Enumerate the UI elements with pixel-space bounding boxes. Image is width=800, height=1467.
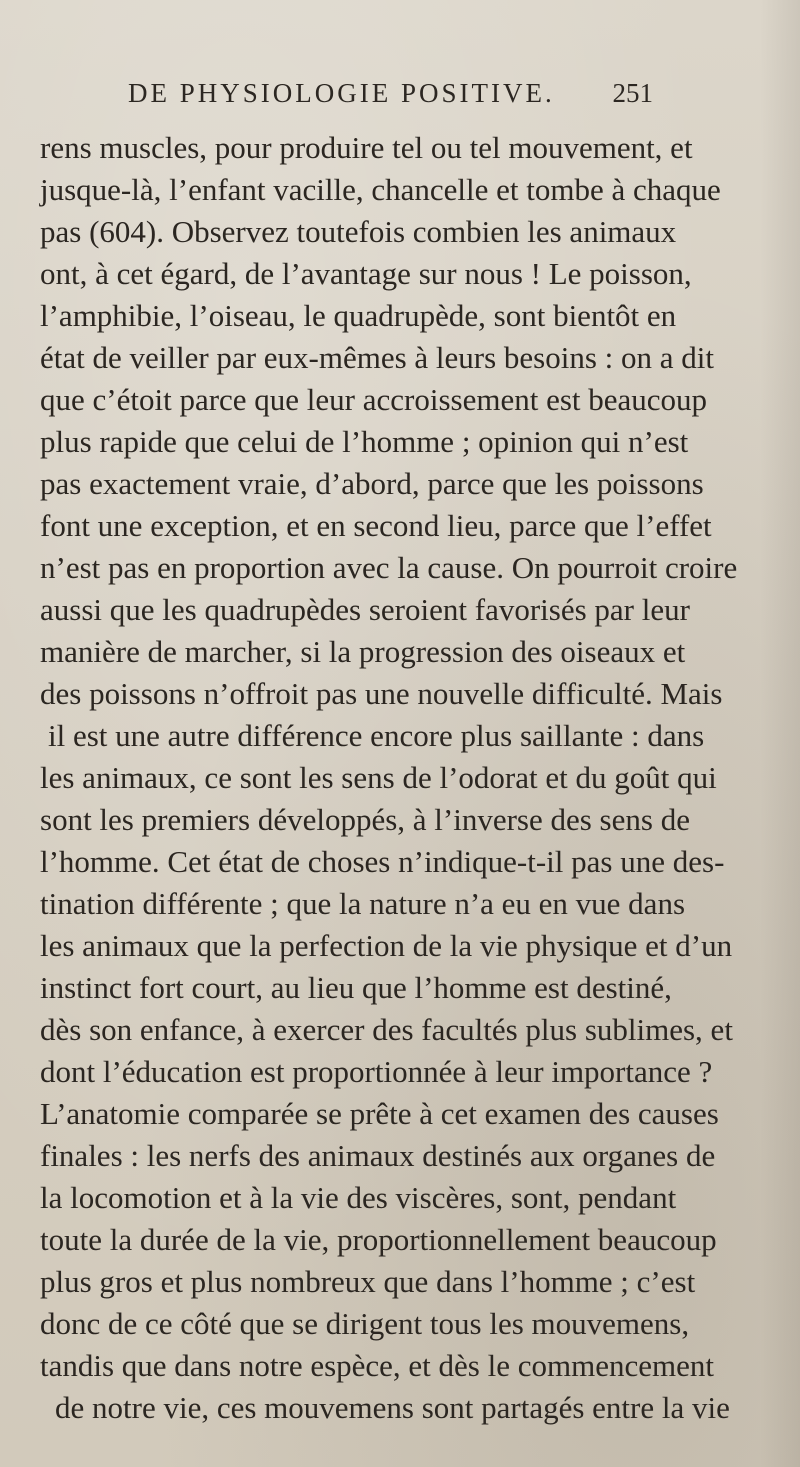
text-line: les animaux, ce sont les sens de l’odorat et du goût qui xyxy=(40,760,717,795)
page-header xyxy=(128,78,653,118)
text-line: n’est pas en proportion avec la cause. On pourroit croire xyxy=(40,550,738,585)
text-line: donc de ce côté que se dirigent tous les mouvemens, xyxy=(40,1306,690,1341)
text-line: de notre vie, ces mouvemens sont partagés entre la vie xyxy=(55,1390,730,1425)
running-title: DE PHYSIOLOGIE POSITIVE. xyxy=(128,78,555,108)
text-line: il est une autre différence encore plus saillante : dans xyxy=(48,718,705,753)
page-edge-shadow xyxy=(760,0,800,1467)
text-line: aussi que les quadrupèdes seroient favorisés par leur xyxy=(40,592,690,627)
text-line: toute la durée de la vie, proportionnellement beaucoup xyxy=(40,1222,717,1257)
text-line: l’amphibie, l’oiseau, le quadrupède, sont bientôt en xyxy=(40,298,677,333)
text-line: plus gros et plus nombreux que dans l’homme ; c’est xyxy=(40,1264,696,1299)
text-line: état de veiller par eux-mêmes à leurs besoins : on a dit xyxy=(40,340,715,375)
text-line: finales : les nerfs des animaux destinés aux organes de xyxy=(40,1138,716,1173)
text-line: plus rapide que celui de l’homme ; opinion qui n’est xyxy=(40,424,689,459)
text-line: que c’étoit parce que leur accroissement est beaucoup xyxy=(40,382,708,417)
text-line: instinct fort court, au lieu que l’homme est destiné, xyxy=(40,970,672,1005)
text-line: la locomotion et à la vie des viscères, sont, pendant xyxy=(40,1180,677,1215)
text-line: dès son enfance, à exercer des facultés plus sublimes, et xyxy=(40,1012,733,1047)
text-line: dont l’éducation est proportionnée à leur importance ? xyxy=(40,1054,713,1089)
text-line: tandis que dans notre espèce, et dès le commencement xyxy=(40,1348,714,1383)
text-line: l’homme. Cet état de choses n’indique-t-il pas une des- xyxy=(40,844,725,879)
text-line: L’anatomie comparée se prête à cet examen des causes xyxy=(40,1096,719,1131)
text-line: sont les premiers développés, à l’inverse des sens de xyxy=(40,802,690,837)
text-line: font une exception, et en second lieu, parce que l’effet xyxy=(40,508,712,543)
text-line: tination différente ; que la nature n’a eu en vue dans xyxy=(40,886,686,921)
page-number: 251 xyxy=(612,78,653,108)
text-line: jusque-là, l’enfant vacille, chancelle et tombe à chaque xyxy=(40,172,721,207)
text-line: pas (604). Observez toutefois combien les animaux xyxy=(40,214,677,249)
text-line: les animaux que la perfection de la vie physique et d’un xyxy=(40,928,733,963)
text-line: manière de marcher, si la progression des oiseaux et xyxy=(40,634,686,669)
text-line: des poissons n’offroit pas une nouvelle difficulté. Mais xyxy=(40,676,723,711)
text-line: rens muscles, pour produire tel ou tel mouvement, et xyxy=(40,130,693,165)
text-line: ont, à cet égard, de l’avantage sur nous ! Le poisson, xyxy=(40,256,692,291)
text-line: pas exactement vraie, d’abord, parce que les poissons xyxy=(40,466,704,501)
